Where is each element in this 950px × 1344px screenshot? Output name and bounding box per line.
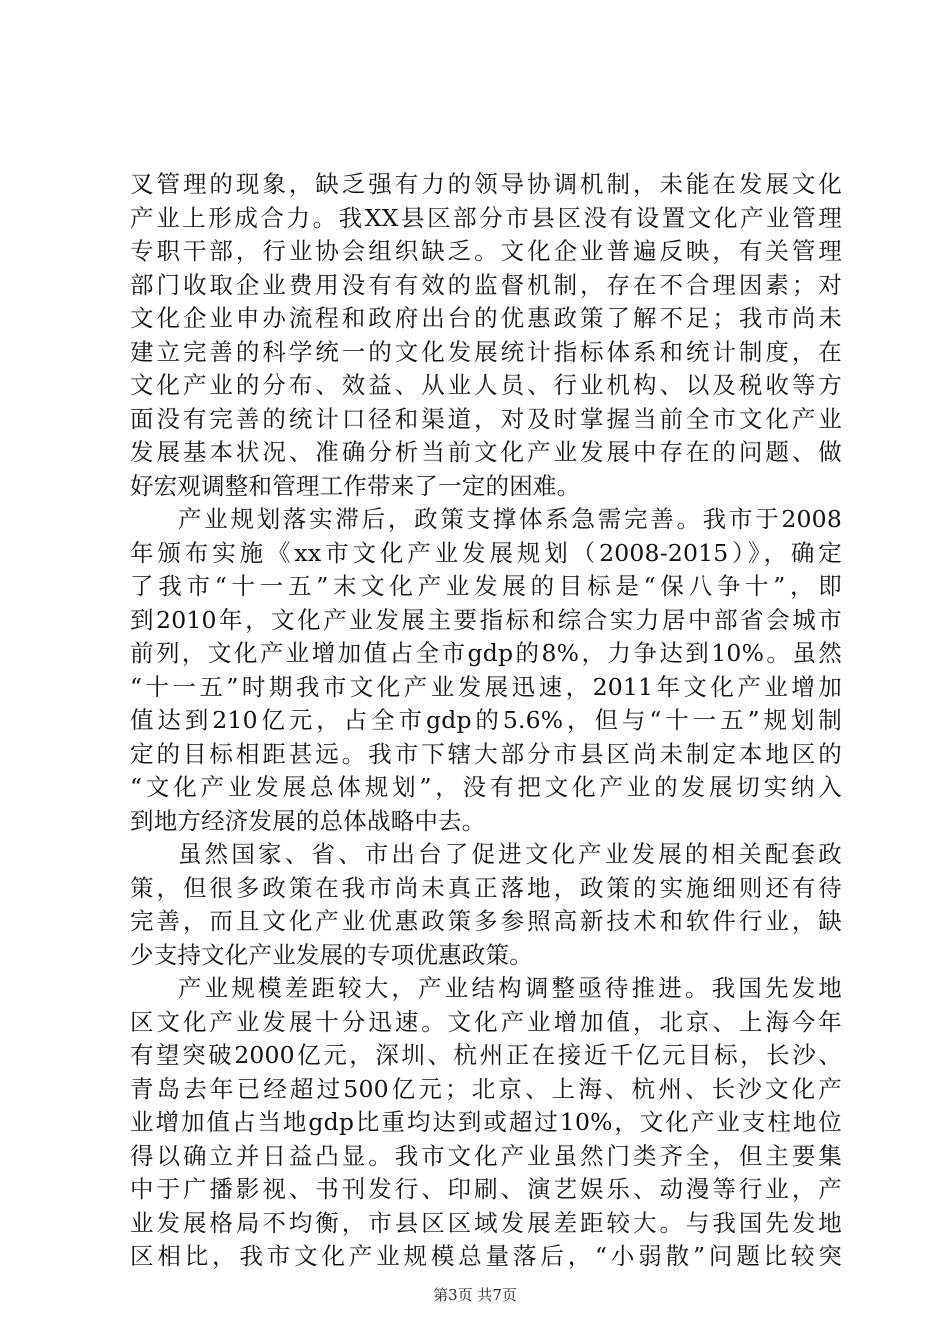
body-text [130,168,842,1274]
text-line: 好宏观调整和管理工作带来了一定的困难。 [130,471,581,500]
text-line: 值达到210亿元，占全市gdp的5.6%，但与“十一五”规划制 [130,706,842,734]
text-line: 得以确立并日益凸显。我市文化产业虽然门类齐全，但主要集 [130,1141,842,1170]
text-line: 策，但很多政策在我市尚未真正落地，政策的实施细则还有待 [130,873,842,902]
text-line: “十一五”时期我市文化产业发展迅速，2011年文化产业增加 [130,672,842,701]
text-line: 产业上形成合力。我XX县区部分市县区没有设置文化产业管理 [130,203,842,232]
text-line: 文化企业申办流程和政府出台的优惠政策了解不足；我市尚未 [130,304,842,332]
text-line: 年颁布实施《xx市文化产业发展规划（2008-2015）》，确定 [130,538,842,567]
text-line: 前列，文化产业增加值占全市gdp的8%，力争达到10%。虽然 [130,639,842,667]
text-line: 有望突破2000亿元，深圳、杭州正在接近千亿元目标，长沙、 [130,1041,842,1069]
text-line: 叉管理的现象，缺乏强有力的领导协调机制，未能在发展文化 [130,170,842,198]
text-line: 到2010年，文化产业发展主要指标和综合实力居中部省会城市 [130,605,842,634]
text-line: 青岛去年已经超过500亿元；北京、上海、杭州、长沙文化产 [130,1074,842,1103]
text-line: 建立完善的科学统一的文化发展统计指标体系和统计制度，在 [130,337,842,366]
text-line: 到地方经济发展的总体战略中去。 [130,806,486,835]
text-line: 虽然国家、省、市出台了促进文化产业发展的相关配套政 [178,840,842,868]
text-line: 业增加值占当地gdp比重均达到或超过10%，文化产业支柱地位 [130,1108,842,1136]
text-line: 产业规模差距较大，产业结构调整亟待推进。我国先发地 [178,974,842,1002]
text-line: 文化产业的分布、效益、从业人员、行业机构、以及税收等方 [130,371,842,399]
text-line: 中于广播影视、书刊发行、印刷、演艺娱乐、动漫等行业，产 [130,1175,842,1203]
text-line: 部门收取企业费用没有有效的监督机制，存在不合理因素；对 [130,270,842,299]
text-line: 发展基本状况、准确分析当前文化产业发展中存在的问题、做 [130,438,842,466]
text-line: 区相比，我市文化产业规模总量落后，“小弱散”问题比较突 [130,1242,842,1270]
text-line: 专职干部，行业协会组织缺乏。文化企业普遍反映，有关管理 [130,237,842,265]
page-footer: 第3页 共7页 [433,1286,517,1304]
text-line: 少支持文化产业发展的专项优惠政策。 [130,940,533,969]
text-line: “文化产业发展总体规划”，没有把文化产业的发展切实纳入 [130,773,842,801]
text-line: 了我市“十一五”末文化产业发展的目标是“保八争十”，即 [130,572,842,600]
text-line: 业发展格局不均衡，市县区区域发展差距较大。与我国先发地 [130,1208,842,1237]
text-line: 产业规划落实滞后，政策支撑体系急需完善。我市于2008 [178,505,842,533]
text-line: 定的目标相距甚远。我市下辖大部分市县区尚未制定本地区的 [130,739,842,768]
text-line: 完善，而且文化产业优惠政策多参照高新技术和软件行业，缺 [130,907,842,935]
text-line: 面没有完善的统计口径和渠道，对及时掌握当前全市文化产业 [130,404,842,433]
text-line: 区文化产业发展十分迅速。文化产业增加值，北京、上海今年 [130,1007,842,1036]
